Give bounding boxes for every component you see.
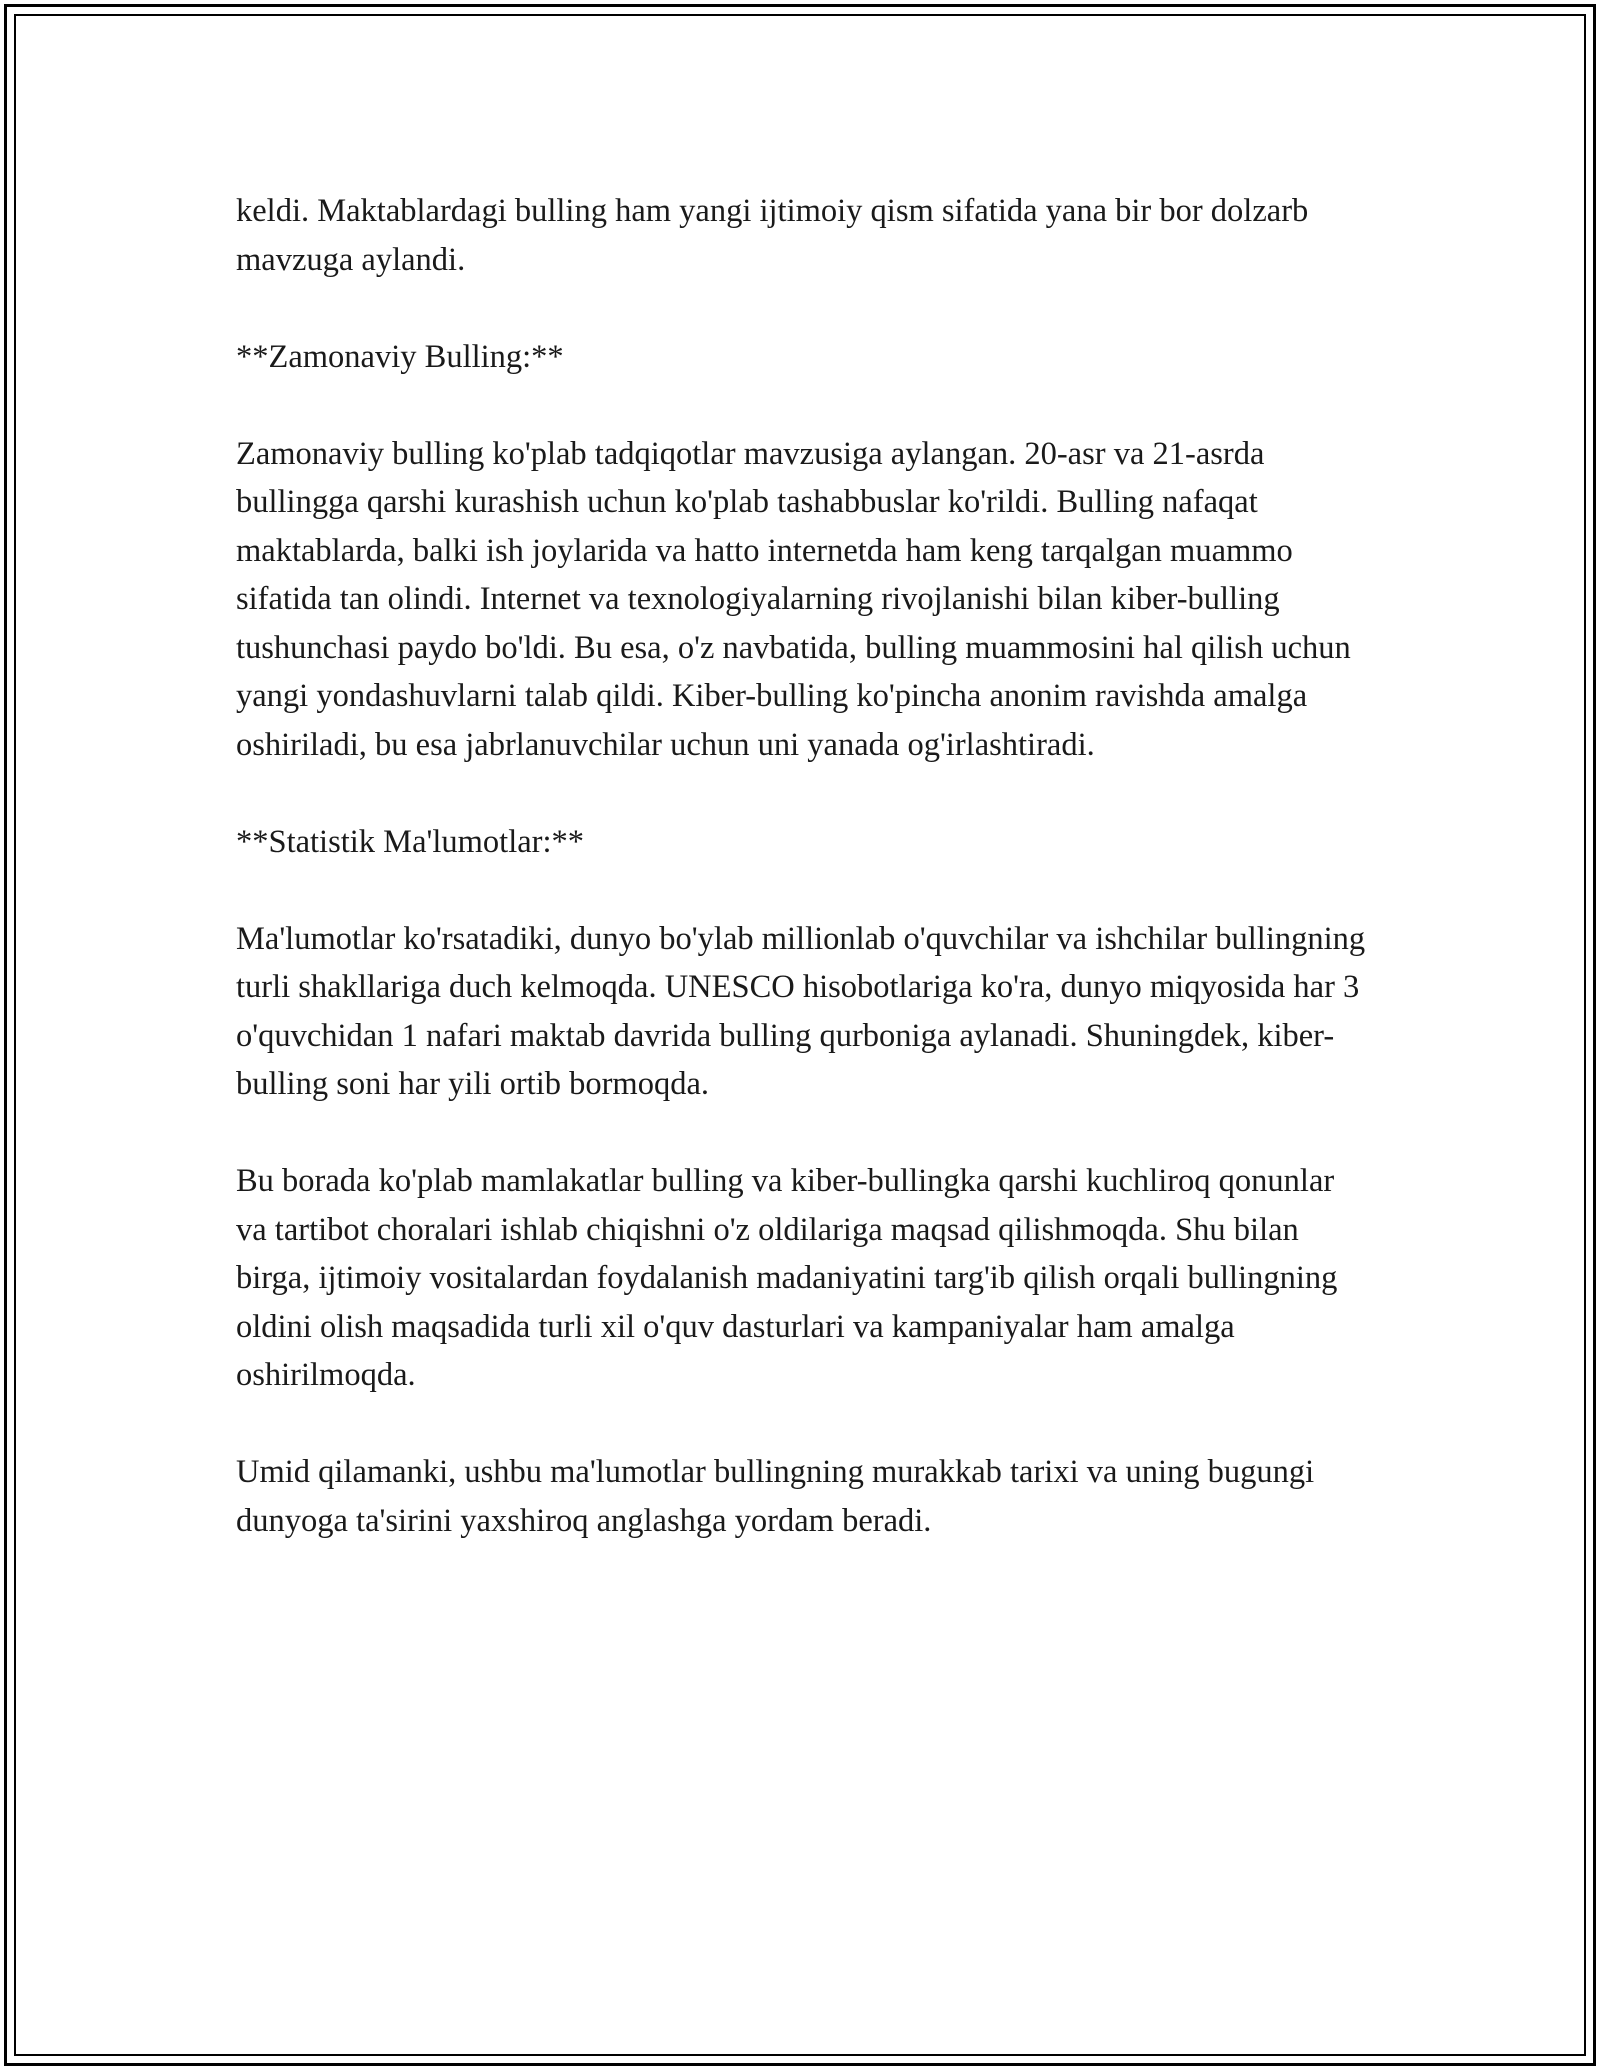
section-heading-modern-bullying: **Zamonaviy Bulling:** bbox=[236, 338, 564, 375]
section-heading-statistics: **Statistik Ma'lumotlar:** bbox=[236, 823, 584, 860]
paragraph-modern-bullying: Zamonaviy bulling ko'plab tadqiqotlar mavzusiga aylangan. 20-asr va 21-asrda bullingga qarshi kurashish uchun ko'plab tashabbuslar ko'rildi. Bulling nafaqat maktablarda, balki ish joylarida va hatto internetda ham keng tarqalgan muammo sifatida tan olindi. Internet va texnologiyalarning rivojlanishi bilan kiber-bulling tushunchasi paydo bo'ldi. Bu esa, o'z navbatida, bulling muammosini hal qilish uchun yangi yondashuvlarni talab qildi. Kiber-bulling ko'pincha anonim ravishda amalga oshiriladi, bu esa jabrlanuvchilar uchun uni yanada og'irlashtiradi. bbox=[236, 435, 1351, 763]
paragraph-continuation: keldi. Maktablardagi bulling ham yangi ijtimoiy qism sifatida yana bir bor dolzarb mavzuga aylandi. bbox=[236, 193, 1309, 278]
document-body bbox=[236, 187, 1366, 1594]
paragraph-measures: Bu borada ko'plab mamlakatlar bulling va kiber-bullingka qarshi kuchliroq qonunlar va tartibot choralari ishlab chiqishni o'z oldilariga maqsad qilishmoqda. Shu bilan birga, ijtimoiy vositalardan foydalanish madaniyatini targ'ib qilish orqali bullingning oldini olish maqsadida turli xil o'quv dasturlari va kampaniyalar ham amalga oshirilmoqda. bbox=[236, 1163, 1338, 1393]
paragraph-statistics: Ma'lumotlar ko'rsatadiki, dunyo bo'ylab millionlab o'quvchilar va ishchilar bullingning turli shakllariga duch kelmoqda. UNESCO hisobotlariga ko'ra, dunyo miqyosida har 3 o'quvchidan 1 nafari maktab davrida bulling qurboniga aylanadi. Shuningdek, kiber-bulling soni har yili ortib bormoqda. bbox=[236, 920, 1366, 1102]
paragraph-conclusion: Umid qilamanki, ushbu ma'lumotlar bullingning murakkab tarixi va uning bugungi dunyoga ta'sirini yaxshiroq anglashga yordam beradi. bbox=[236, 1454, 1315, 1539]
